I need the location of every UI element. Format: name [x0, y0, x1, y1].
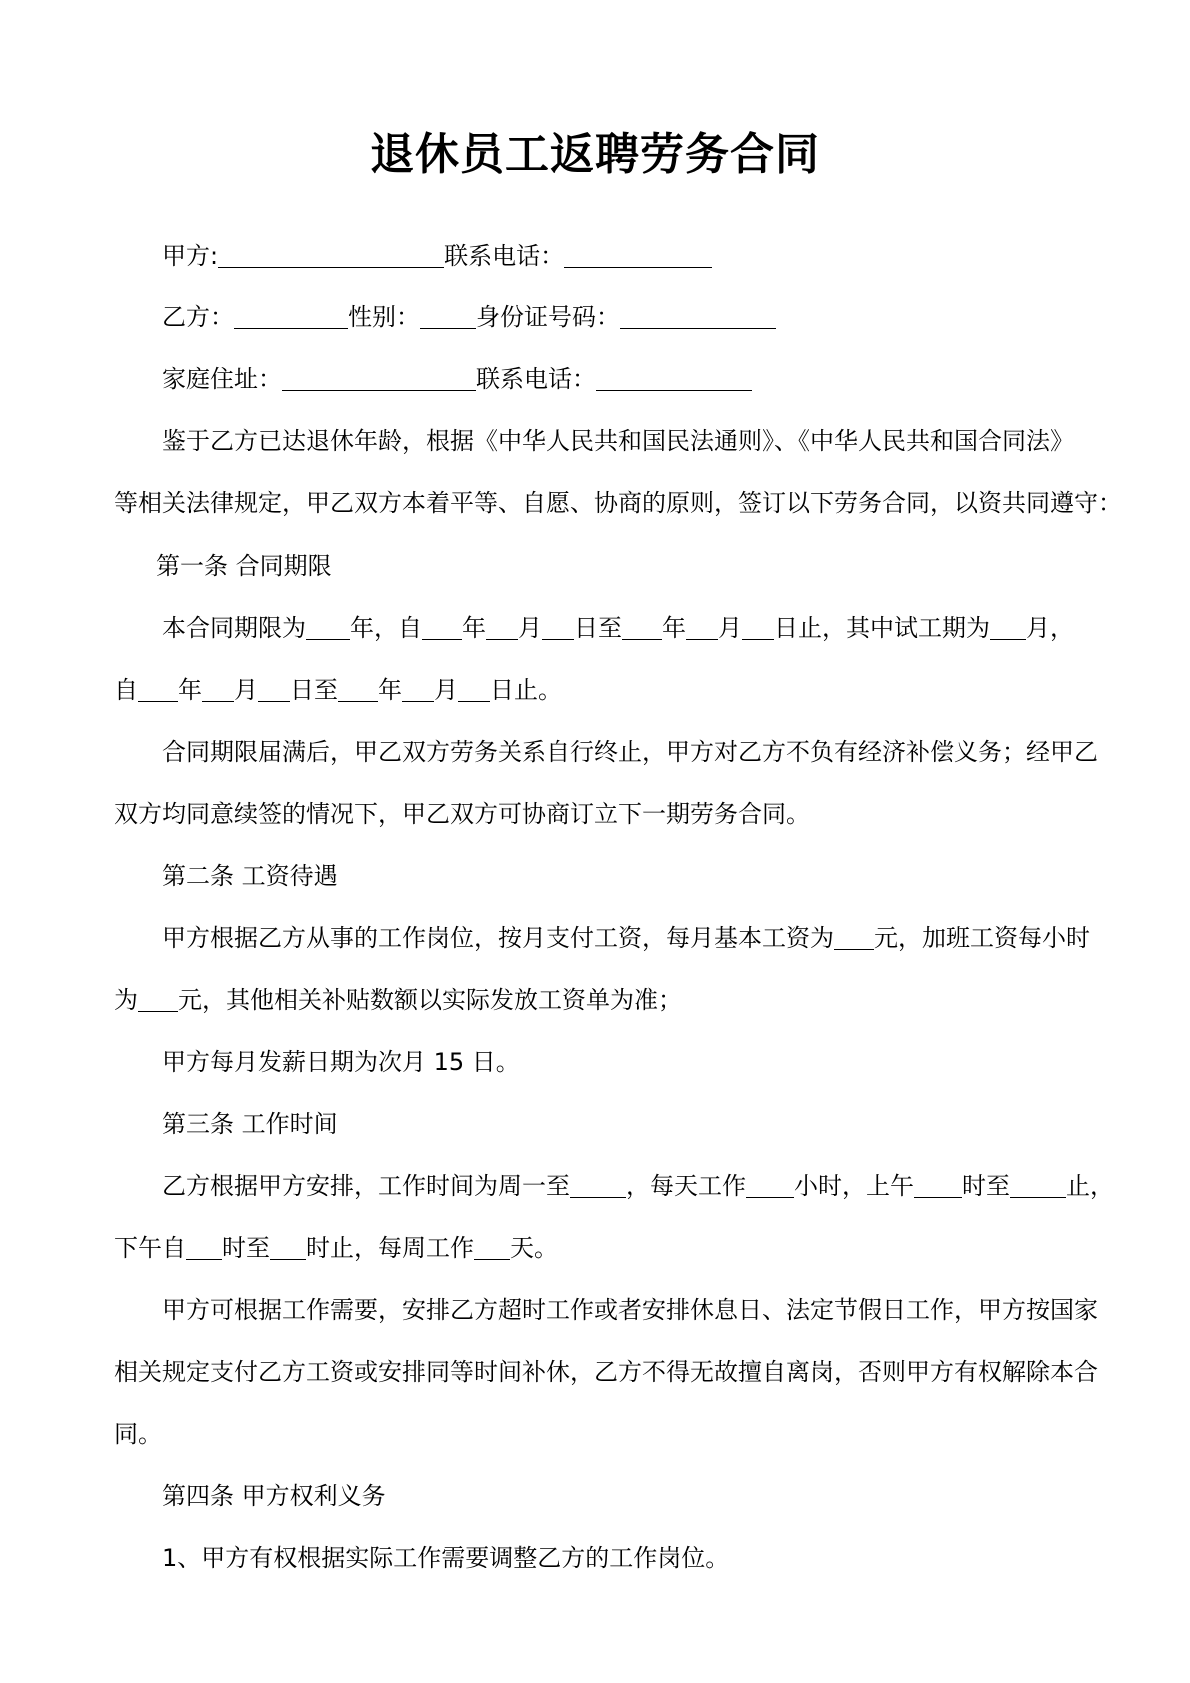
party-a-line	[162, 240, 1162, 272]
address-line	[162, 363, 1162, 395]
article-3-hours-line-2	[114, 1232, 1114, 1264]
term-text: 本合同期限为	[162, 614, 306, 642]
salary-text: 甲方根据乙方从事的工作岗位，按月支付工资，每月基本工资为	[162, 924, 834, 952]
hours-text: 乙方根据甲方安排，工作时间为周一至	[162, 1172, 570, 1200]
trial-text: 日止。	[490, 676, 562, 704]
party-b-name-blank	[234, 304, 348, 329]
term-text: 月	[518, 614, 542, 642]
overtime-rate-blank	[138, 987, 178, 1012]
address-label: 家庭住址：	[162, 365, 282, 393]
end-day-blank	[742, 615, 774, 640]
article-1-renewal-line-2: 双方均同意续签的情况下，甲乙双方可协商订立下一期劳务合同。	[114, 800, 810, 828]
trial-end-month-blank	[402, 677, 434, 702]
article-1-renewal-line-1: 合同期限届满后，甲乙双方劳务关系自行终止，甲方对乙方不负有经济补偿义务；经甲乙	[162, 738, 1098, 766]
term-text: 月，	[1026, 614, 1074, 642]
id-number-blank	[620, 304, 776, 329]
article-3-overtime-line-2: 相关规定支付乙方工资或安排同等时间补休，乙方不得无故擅自离岗，否则甲方有权解除本合	[114, 1358, 1098, 1386]
party-a-label: 甲方:	[162, 242, 219, 270]
document-title: 退休员工返聘劳务合同	[370, 129, 820, 180]
trial-text: 月	[234, 676, 258, 704]
party-b-phone-label: 联系电话：	[476, 365, 596, 393]
overtime-text: 为	[114, 986, 138, 1014]
salary-text: 元，加班工资每小时	[874, 924, 1090, 952]
address-blank	[282, 366, 476, 391]
party-b-phone-blank	[596, 366, 752, 391]
overtime-text: 元，其他相关补贴数额以实际发放工资单为准；	[178, 986, 682, 1014]
workday-end-blank	[570, 1173, 626, 1198]
article-1-trial-line	[114, 674, 1114, 706]
article-4-item-1: 1、甲方有权根据实际工作需要调整乙方的工作岗位。	[162, 1544, 730, 1572]
preamble-line-1: 鉴于乙方已达退休年龄，根据《中华人民共和国民法通则》、《中华人民共和国合同法》	[162, 427, 1074, 455]
trial-text: 自	[114, 676, 138, 704]
trial-text: 年	[178, 676, 202, 704]
afternoon-end-blank	[270, 1235, 306, 1260]
start-day-blank	[542, 615, 574, 640]
party-b-label: 乙方：	[162, 303, 234, 331]
hours-text: 时止，每周工作	[306, 1234, 474, 1262]
id-label: 身份证号码：	[476, 303, 620, 331]
article-3-hours-line-1	[162, 1170, 1162, 1202]
term-text: 月	[718, 614, 742, 642]
trial-end-day-blank	[458, 677, 490, 702]
article-3-overtime-line-1: 甲方可根据工作需要，安排乙方超时工作或者安排休息日、法定节假日工作，甲方按国家	[162, 1296, 1098, 1324]
hours-text: 时至	[962, 1172, 1010, 1200]
article-3-heading: 第三条 工作时间	[162, 1110, 338, 1138]
party-a-name-blank	[218, 243, 444, 268]
trial-text: 日至	[290, 676, 338, 704]
trial-months-blank	[990, 615, 1026, 640]
preamble-line-2: 等相关法律规定，甲乙双方本着平等、自愿、协商的原则，签订以下劳务合同，以资共同遵守：	[114, 489, 1122, 517]
end-year-blank	[622, 615, 662, 640]
party-a-phone-blank	[564, 243, 712, 268]
hours-text: 下午自	[114, 1234, 186, 1262]
article-3-overtime-line-3: 同。	[114, 1420, 162, 1448]
term-text: 年，自	[350, 614, 422, 642]
term-text: 日至	[574, 614, 622, 642]
party-a-phone-label: 联系电话：	[444, 242, 565, 270]
article-2-salary-line	[162, 922, 1162, 954]
daily-hours-blank	[746, 1173, 794, 1198]
hours-text: ，每天工作	[626, 1172, 746, 1200]
article-2-overtime-line	[114, 984, 1114, 1016]
trial-end-year-blank	[338, 677, 378, 702]
end-month-blank	[686, 615, 718, 640]
start-year-blank	[422, 615, 462, 640]
trial-start-day-blank	[258, 677, 290, 702]
party-b-line	[162, 301, 1162, 333]
trial-start-month-blank	[202, 677, 234, 702]
term-text: 年	[462, 614, 486, 642]
term-text: 日止，其中试工期为	[774, 614, 990, 642]
term-years-blank	[306, 615, 350, 640]
article-1-heading: 第一条 合同期限	[156, 552, 332, 580]
start-month-blank	[486, 615, 518, 640]
hours-text: 天。	[510, 1234, 558, 1262]
trial-text: 年	[378, 676, 402, 704]
hours-text: 止，	[1066, 1172, 1114, 1200]
trial-start-year-blank	[138, 677, 178, 702]
gender-blank	[420, 304, 476, 329]
weekly-days-blank	[474, 1235, 510, 1260]
base-salary-blank	[834, 925, 874, 950]
article-1-term-line	[162, 612, 1162, 644]
gender-label: 性别：	[348, 303, 420, 331]
morning-end-blank	[1010, 1173, 1066, 1198]
term-text: 年	[662, 614, 686, 642]
morning-start-blank	[914, 1173, 962, 1198]
hours-text: 时至	[222, 1234, 270, 1262]
article-4-heading: 第四条 甲方权利义务	[162, 1482, 386, 1510]
trial-text: 月	[434, 676, 458, 704]
article-2-heading: 第二条 工资待遇	[162, 862, 338, 890]
hours-text: 小时，上午	[794, 1172, 914, 1200]
afternoon-start-blank	[186, 1235, 222, 1260]
article-2-payday-line: 甲方每月发薪日期为次月 15 日。	[162, 1048, 520, 1076]
